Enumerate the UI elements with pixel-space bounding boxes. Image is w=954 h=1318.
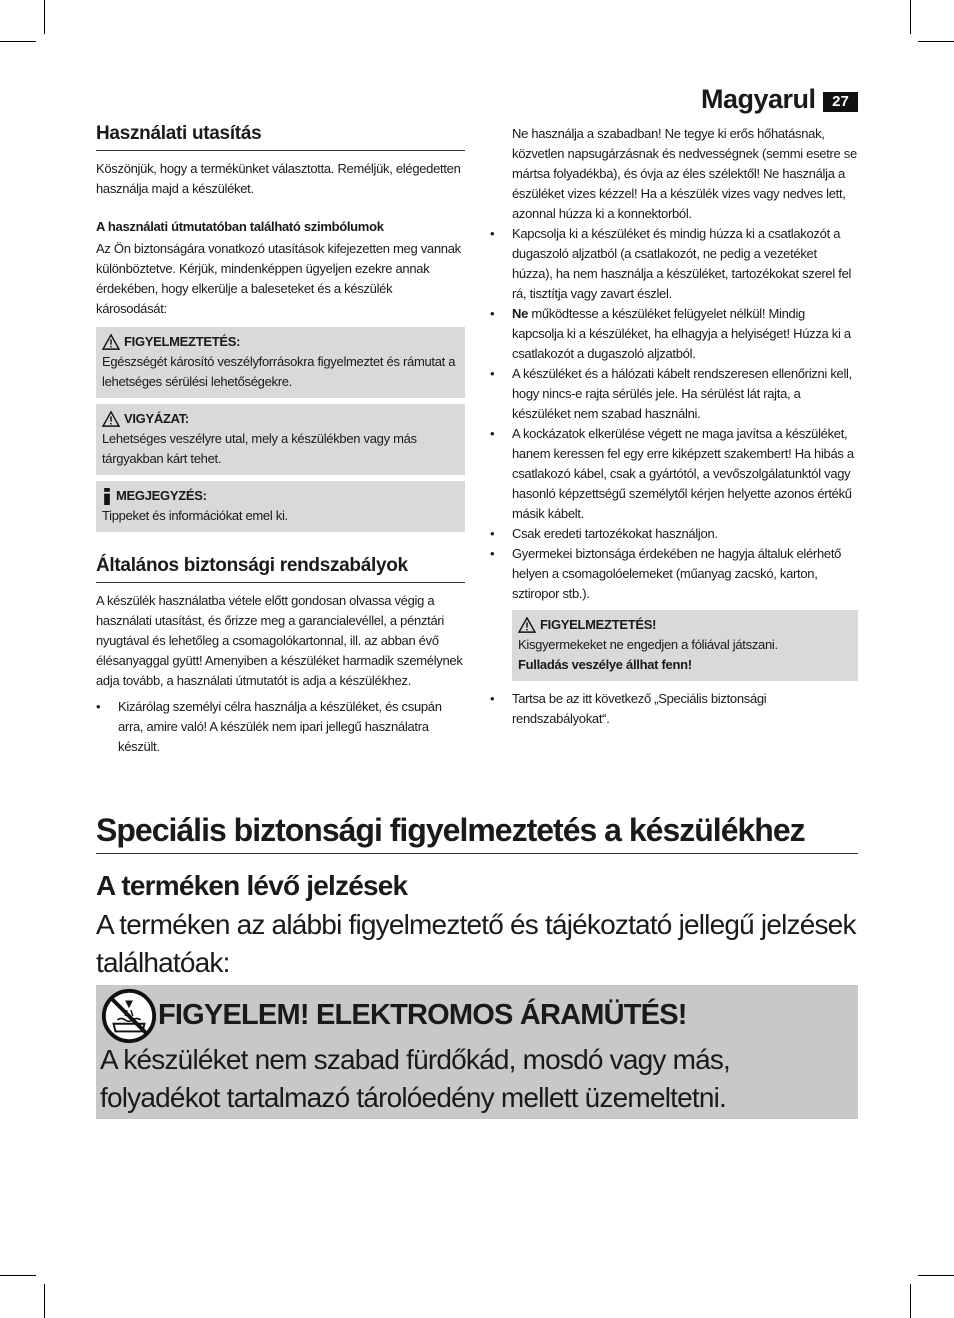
- usage-title: Használati utasítás: [96, 124, 465, 151]
- alert-text: A készüléket nem szabad fürdőkád, mosdó vagy más, folyadékot tartalmazó tárolóedény mellett üzemeltetni.: [100, 1044, 731, 1113]
- bullet-icon: •: [490, 546, 495, 561]
- list-item-text: működtesse a készüléket felügyelet nélkül! Mindig kapcsolja ki a készüléket, ha elhagyja a helyiséget! Húzza ki a csatlakozót a dugaszoló aljzatból.: [512, 306, 851, 361]
- crop-mark: [44, 0, 45, 34]
- warning-triangle-icon: [518, 617, 536, 633]
- bullet-icon: •: [490, 691, 495, 706]
- list-item: [490, 304, 858, 364]
- warning-box: [512, 610, 858, 681]
- crop-mark: [918, 1275, 954, 1276]
- warning-box-text: Egészségét károsító veszélyforrásokra figyelmeztet és rámutat a lehetséges sérülési lehetőségekre.: [102, 354, 456, 389]
- info-icon: [102, 488, 112, 505]
- list-item-text: A készüléket és a hálózati kábelt rendszeresen ellenőrizni kell, hogy nincs-e rajta sérülés jele. Ha sérülést lát rajta, a készüléket nem szabad használni.: [512, 366, 852, 421]
- safety-title: Általános biztonsági rendszabályok: [96, 556, 465, 583]
- warning-box-title: FIGYELMEZTETÉS:: [124, 334, 241, 349]
- bullet-icon: •: [490, 226, 495, 241]
- language-heading: Magyarul: [701, 84, 816, 114]
- caution-box-title: VIGYÁZAT:: [124, 411, 189, 426]
- intro-text: Ne használja a szabadban! Ne tegye ki erős hőhatásnak, közvetlen napsugárzásnak és nedvességnek (semmi esetre se mártsa folyadékba), és óvja az éles szélektől! Ne használja a észüléket vizes kézzel! Ha a készülék vizes vagy nedves lett, azonnal húzza ki a konnektorból.: [512, 126, 857, 221]
- special-subtitle: A terméken lévő jelzések: [96, 870, 408, 901]
- page-number: 27: [823, 92, 858, 112]
- note-box-title: MEGJEGYZÉS:: [116, 488, 207, 503]
- crop-mark: [44, 1284, 45, 1318]
- crop-mark: [910, 1284, 911, 1318]
- note-box-text: Tippeket és információkat emel ki.: [102, 508, 288, 523]
- list-item: [490, 364, 858, 424]
- bullet-icon: •: [490, 306, 495, 321]
- warning-triangle-icon: [102, 334, 120, 350]
- no-water-bath-icon: [100, 987, 158, 1045]
- symbols-text: Az Ön biztonságára vonatkozó utasítások kifejezetten meg vannak különböztetve. Kérjük, mindenképpen ügyeljen ezekre annak érdekében, hogy elkerülje a baleseteket és a készülék károsodását:: [96, 241, 461, 316]
- list-item: [490, 424, 858, 524]
- list-item: [490, 224, 858, 304]
- electric-shock-alert: [96, 985, 858, 1119]
- warning-triangle-icon: [102, 411, 120, 427]
- crop-mark: [0, 1275, 36, 1276]
- list-item-text: Tartsa be az itt következő „Speciális biztonsági rendszabályokat“.: [512, 691, 767, 726]
- warning-box-text: Kisgyermekeket ne engedjen a fóliával játszani.: [518, 637, 778, 652]
- bullet-icon: •: [490, 426, 495, 441]
- note-box: [96, 481, 465, 532]
- list-item: [490, 524, 858, 544]
- left-column: [96, 124, 465, 757]
- list-item: [490, 544, 858, 604]
- crop-mark: [0, 41, 36, 42]
- safety-text: A készülék használatba vétele előtt gondosan olvassa végig a használati utasítást, és őrizze meg a garancialevéllel, a pénztári nyugtával és lehetőleg a csomagolókartonnal, ill. az abban évő élésanyaggal gyütt! Amenyiben a készüléket harmadik személynek adja tovább, a használati útmutatót is adja a készülékhez.: [96, 593, 463, 688]
- special-title: Speciális biztonsági figyelmeztetés a készülékhez: [96, 812, 858, 854]
- crop-mark: [918, 41, 954, 42]
- crop-mark: [910, 0, 911, 34]
- right-column: [490, 124, 858, 729]
- usage-text: Köszönjük, hogy a termékünket választotta. Reméljük, elégedetten használja majd a készüléket.: [96, 161, 461, 196]
- special-intro: A terméken az alábbi figyelmeztető és tájékoztató jellegű jelzések találhatóak:: [96, 909, 856, 978]
- warning-box-title: FIGYELMEZTETÉS!: [540, 617, 657, 632]
- list-item-text: Kizárólag személyi célra használja a készüléket, és csupán arra, amire való! A készülék nem ipari jellegű használatra készült.: [118, 699, 442, 754]
- list-item: [490, 689, 858, 729]
- alert-title: FIGYELEM! ELEKTROMOS ÁRAMÜTÉS!: [158, 999, 687, 1031]
- bullet-icon: •: [490, 526, 495, 541]
- list-item: [96, 697, 465, 757]
- list-item-text: Kapcsolja ki a készüléket és mindig húzza ki a csatlakozót a dugaszoló aljzatból (a csatlakozót, ne pedig a vezetéket húzza), ha nem használja a készüléket, tartozékokat szerel fel rá, tisztítja vagy zavart észlel.: [512, 226, 852, 301]
- warning-box-bold-text: Fulladás veszélye állhat fenn!: [518, 657, 692, 672]
- list-item-bold: Ne: [512, 306, 529, 321]
- bullet-icon: •: [490, 366, 495, 381]
- list-item-text: Gyermekei biztonsága érdekében ne hagyja általuk elérhető helyen a csomagolóelemeket (műanyag zacskó, karton, sztiropor stb.).: [512, 546, 842, 601]
- caution-box-text: Lehetséges veszélyre utal, mely a készülékben vagy más tárgyakban kárt tehet.: [102, 431, 417, 466]
- warning-box: [96, 327, 465, 398]
- list-item-text: Csak eredeti tartozékokat használjon.: [512, 526, 718, 541]
- symbols-title: A használati útmutatóban található szimbólumok: [96, 219, 384, 234]
- bullet-icon: •: [96, 699, 101, 714]
- list-item-text: A kockázatok elkerülése végett ne maga javítsa a készüléket, hanem keressen fel egy erre kiképzett szakembert! Ha hibás a csatlakozó kábel, csak a gyártótól, a vevőszolgálatunktól vagy hasonló képzettségű személytől kérjen helyette azonos értékű másik kábelt.: [512, 426, 854, 521]
- caution-box: [96, 404, 465, 475]
